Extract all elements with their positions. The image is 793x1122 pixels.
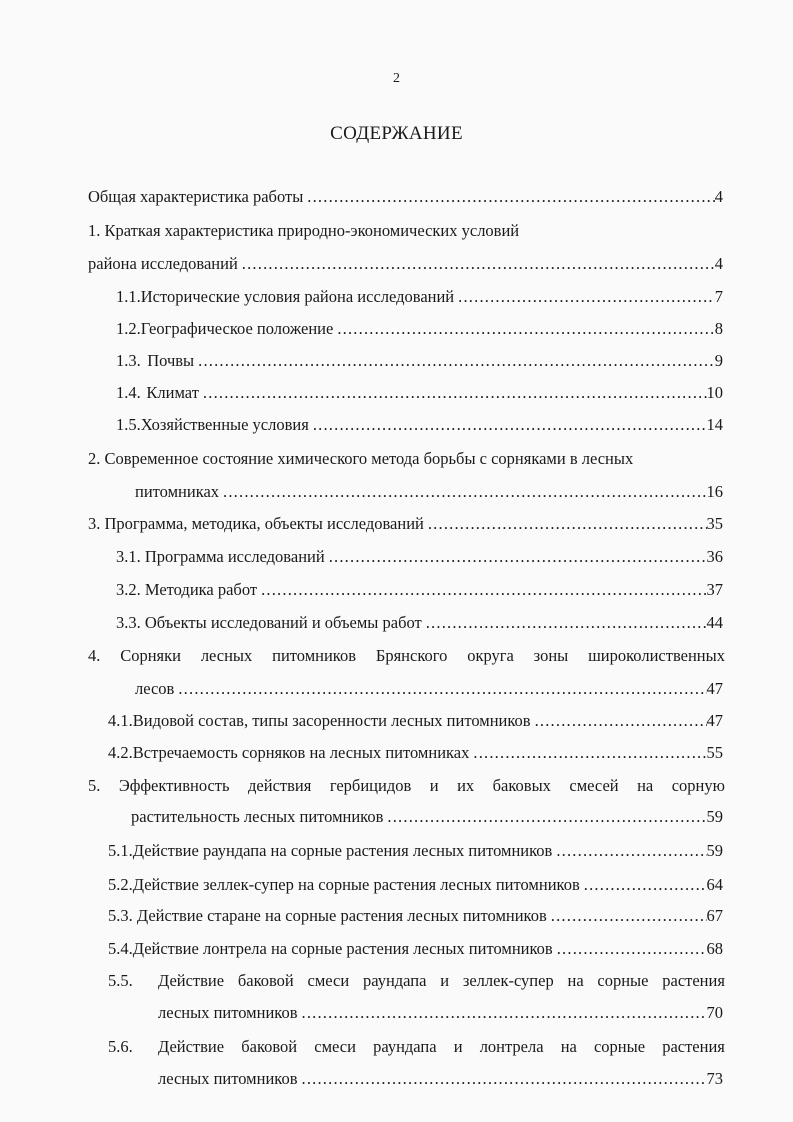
toc-entry — [158, 1002, 723, 1024]
toc-word: раундапа — [373, 1037, 437, 1056]
toc-word: растения — [662, 971, 725, 990]
toc-entry — [88, 220, 519, 242]
toc-entry-page: 68 — [706, 939, 723, 958]
toc-entry-text: лесных питомников — [158, 1003, 298, 1022]
toc-entry-text: Исторические условия района исследований — [140, 287, 455, 306]
toc-entry-number: 5.4. — [108, 939, 133, 958]
toc-entry-text: 1. Краткая характеристика природно-экономических условий — [88, 221, 520, 240]
toc-entry-page: 4 — [714, 254, 723, 273]
toc-word: и — [440, 971, 450, 990]
toc-word: смеси — [314, 1037, 356, 1056]
toc-entry-page: 59 — [706, 841, 723, 860]
toc-entry-number: 5.1. — [108, 841, 133, 860]
dot-leader — [454, 286, 715, 308]
toc-entry — [116, 414, 723, 436]
toc-entry-page: 37 — [706, 580, 723, 599]
toc-entry-number: 5.6. — [108, 1037, 133, 1056]
toc-entry-page: 44 — [706, 613, 723, 632]
toc-entry — [116, 318, 723, 340]
toc-entry-text: 3.3. Объекты исследований и объемы работ — [116, 613, 422, 632]
toc-entry-text: Действие старане на сорные растения лесных питомников — [132, 906, 547, 925]
dot-leader — [194, 350, 715, 372]
toc-entry — [88, 186, 723, 208]
toc-word: Действие — [158, 1037, 225, 1056]
dot-leader — [469, 742, 706, 764]
toc-entry-page: 7 — [714, 287, 723, 306]
toc-entry — [116, 579, 723, 601]
toc-entry-text: 2. Современное состояние химического метода борьбы с сорняками в лесных — [88, 449, 634, 468]
toc-entry-text: Видовой состав, типы засоренности лесных питомников — [132, 711, 531, 730]
toc-entry-page: 47 — [706, 679, 723, 698]
toc-word: сорные — [593, 1037, 646, 1056]
toc-word: Эффективность — [118, 776, 230, 795]
toc-entry — [108, 905, 723, 927]
toc-entry — [116, 382, 723, 404]
toc-entry — [135, 481, 723, 503]
toc-entry — [108, 742, 723, 764]
toc-entry-page: 35 — [706, 514, 723, 533]
toc-word: широколиственных — [588, 646, 725, 665]
toc-word: лесных — [200, 646, 253, 665]
dot-leader — [298, 1002, 707, 1024]
toc-entry-text: Хозяйственные условия — [140, 415, 309, 434]
toc-entry — [108, 1036, 725, 1058]
toc-entry — [88, 448, 633, 470]
toc-entry-text: лесов — [135, 679, 175, 698]
dot-leader — [383, 806, 706, 828]
dot-leader — [552, 840, 706, 862]
toc-word: зеллек-супер — [462, 971, 554, 990]
toc-word: баковых — [492, 776, 551, 795]
toc-word: питомников — [272, 646, 357, 665]
toc-entry-number: 5.5. — [108, 971, 133, 990]
toc-entry-text — [158, 970, 725, 992]
dot-leader — [325, 546, 707, 568]
toc-entry-text: 3. Программа, методика, объекты исследований — [88, 514, 424, 533]
toc-entry — [108, 874, 723, 896]
toc-word: растения — [662, 1037, 725, 1056]
toc-word: Действие — [158, 971, 225, 990]
toc-entry-page: 9 — [714, 351, 723, 370]
toc-entry-text: Действие раундапа на сорные растения лесных питомников — [132, 841, 553, 860]
dot-leader — [174, 678, 706, 700]
toc-entry-number: 5.2. — [108, 875, 133, 894]
dot-leader — [580, 874, 707, 896]
dot-leader — [219, 481, 706, 503]
toc-entry-page: 59 — [706, 807, 723, 826]
dot-leader — [257, 579, 706, 601]
toc-word: на — [567, 971, 584, 990]
toc-word: сорную — [671, 776, 725, 795]
dot-leader — [547, 905, 707, 927]
toc-entry-number: 1.4. — [116, 383, 141, 402]
toc-entry-text: Климат — [146, 383, 199, 402]
toc-entry-page: 64 — [706, 875, 723, 894]
toc-entry — [116, 546, 723, 568]
toc-entry-number: 1.3. — [116, 351, 141, 370]
toc-entry — [116, 350, 723, 372]
toc-entry — [88, 253, 723, 275]
toc-word: и — [429, 776, 439, 795]
toc-entry-page: 8 — [714, 319, 723, 338]
toc-entry — [116, 612, 723, 634]
toc-entry — [135, 678, 723, 700]
dot-leader — [531, 710, 707, 732]
dot-leader — [303, 186, 714, 208]
dot-leader — [553, 938, 707, 960]
toc-entry-text: Общая характеристика работы — [88, 187, 304, 206]
dot-leader — [199, 382, 707, 404]
toc-entry-page: 16 — [706, 482, 723, 501]
toc-entry — [116, 286, 723, 308]
toc-entry-text: растительность лесных питомников — [131, 807, 384, 826]
toc-word: баковой — [241, 1037, 298, 1056]
toc-entry — [158, 1068, 723, 1090]
toc-entry — [108, 970, 725, 992]
toc-word: гербицидов — [329, 776, 412, 795]
toc-word: смесей — [569, 776, 619, 795]
dot-leader — [298, 1068, 707, 1090]
toc-entry-number: 4.2. — [108, 743, 133, 762]
toc-entry-text: 3.2. Методика работ — [116, 580, 258, 599]
toc-word: раундапа — [362, 971, 427, 990]
toc-word: баковой — [237, 971, 294, 990]
toc-word: лонтрела — [479, 1037, 544, 1056]
dot-leader — [424, 513, 707, 535]
toc-entry-text: Действие зеллек-супер на сорные растения лесных питомников — [132, 875, 580, 894]
toc-entry — [108, 710, 723, 732]
toc-entry-page: 47 — [706, 711, 723, 730]
toc-entry-page: 4 — [714, 187, 723, 206]
toc-entry-text: Встречаемость сорняков на лесных питомниках — [132, 743, 470, 762]
toc-entry-text: Почвы — [147, 351, 195, 370]
toc-word: округа — [467, 646, 514, 665]
toc-word: 5. — [88, 776, 101, 795]
toc-entry-number: 4.1. — [108, 711, 133, 730]
dot-leader — [309, 414, 707, 436]
toc-entry-text: Географическое положение — [140, 319, 334, 338]
toc-entry — [131, 806, 723, 828]
toc-word: на — [560, 1037, 577, 1056]
toc-entry-page: 14 — [706, 415, 723, 434]
toc-word: 4. — [88, 646, 101, 665]
toc-word: и — [453, 1037, 463, 1056]
toc-entry-text — [158, 1036, 725, 1058]
toc-word: зоны — [533, 646, 569, 665]
toc-entry-page: 73 — [706, 1069, 723, 1088]
toc-entry-page: 55 — [706, 743, 723, 762]
page-number: 2 — [393, 71, 400, 86]
toc-entry-text: района исследований — [88, 254, 238, 273]
toc-entry-number: 5.3. — [108, 906, 133, 925]
toc-word: действия — [248, 776, 312, 795]
toc-entry-page: 67 — [706, 906, 723, 925]
toc-word: Сорняки — [120, 646, 181, 665]
toc-entry — [88, 645, 725, 667]
dot-leader — [238, 253, 715, 275]
toc-entry-text: питомниках — [135, 482, 220, 501]
dot-leader — [422, 612, 707, 634]
toc-entry — [108, 938, 723, 960]
toc-entry-text: Действие лонтрела на сорные растения лесных питомников — [132, 939, 553, 958]
toc-word: Брянского — [375, 646, 448, 665]
toc-word: на — [637, 776, 654, 795]
toc-entry-page: 70 — [706, 1003, 723, 1022]
toc-entry-number: 1.2. — [116, 319, 141, 338]
toc-entry-page: 10 — [706, 383, 723, 402]
toc-entry-number: 1.5. — [116, 415, 141, 434]
toc-entry — [88, 775, 725, 797]
toc-entry-text: 3.1. Программа исследований — [116, 547, 325, 566]
toc-word: смеси — [307, 971, 350, 990]
toc-entry-text: лесных питомников — [158, 1069, 298, 1088]
toc-entry-page: 36 — [706, 547, 723, 566]
dot-leader — [333, 318, 714, 340]
toc-entry — [108, 840, 723, 862]
toc-word: сорные — [597, 971, 649, 990]
toc-entry-number: 1.1. — [116, 287, 141, 306]
toc-entry — [88, 513, 723, 535]
toc-word: их — [457, 776, 475, 795]
page-title: СОДЕРЖАНИЕ — [330, 123, 463, 144]
